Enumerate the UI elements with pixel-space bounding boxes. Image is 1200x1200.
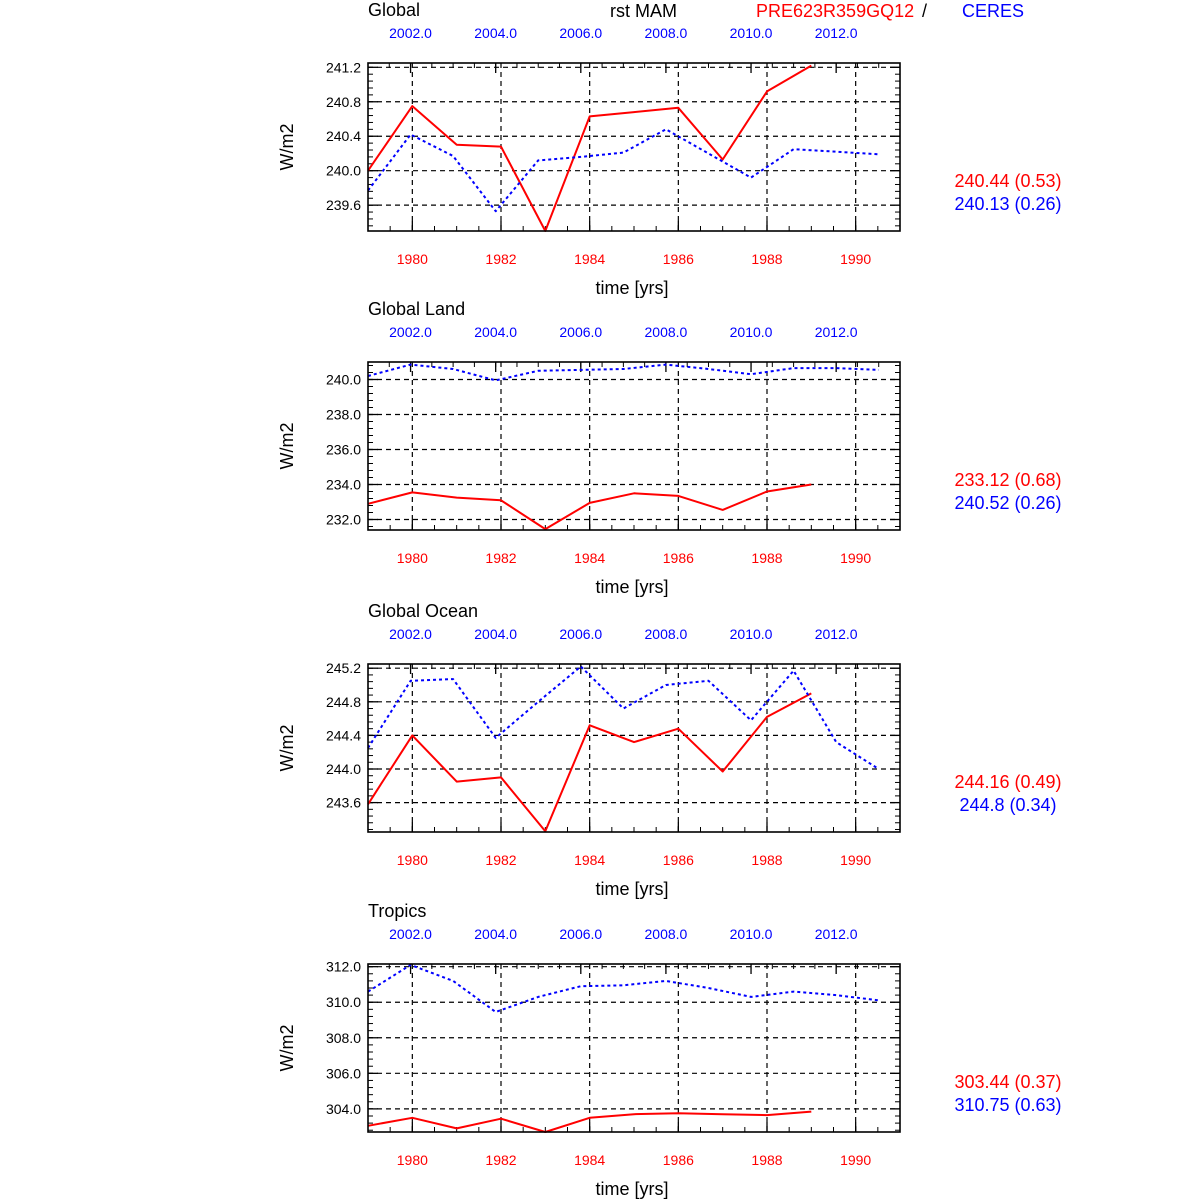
x-tick-label-top: 2006.0 xyxy=(559,926,603,942)
x-tick-label-bottom: 1982 xyxy=(485,251,517,267)
x-tick-label-top: 2002.0 xyxy=(389,324,432,340)
panel-2 xyxy=(277,299,1062,597)
y-tick-label: 240.0 xyxy=(325,371,361,388)
y-tick-label: 232.0 xyxy=(325,511,361,528)
x-tick-label-top: 2012.0 xyxy=(814,926,858,942)
x-tick-label-top: 2004.0 xyxy=(474,626,518,642)
x-tick-label-top: 2010.0 xyxy=(729,926,773,942)
x-tick-label-bottom: 1986 xyxy=(662,251,694,267)
x-tick-label-top: 2002.0 xyxy=(389,25,432,41)
x-tick-label-bottom: 1990 xyxy=(840,550,872,566)
y-axis-title: W/m2 xyxy=(277,422,297,470)
y-tick-label: 312.0 xyxy=(325,958,361,975)
panel-title: Global Ocean xyxy=(368,601,479,621)
y-tick-label: 244.8 xyxy=(325,693,361,710)
x-tick-label-top: 2010.0 xyxy=(729,25,773,41)
x-axis-title: time [yrs] xyxy=(595,278,669,298)
y-tick-label: 241.2 xyxy=(325,59,361,76)
y-tick-label: 240.4 xyxy=(325,128,361,145)
x-tick-label-top: 2006.0 xyxy=(559,25,603,41)
x-tick-label-bottom: 1980 xyxy=(396,1152,428,1168)
plot-frame xyxy=(368,664,900,832)
x-tick-label-top: 2004.0 xyxy=(474,926,518,942)
x-tick-label-bottom: 1988 xyxy=(751,550,783,566)
plot-frame xyxy=(368,964,900,1132)
y-tick-label: 238.0 xyxy=(325,406,361,423)
x-tick-label-top: 2004.0 xyxy=(474,324,518,340)
x-tick-label-bottom: 1986 xyxy=(662,550,694,566)
y-tick-label: 239.6 xyxy=(325,197,361,214)
x-tick-label-top: 2012.0 xyxy=(814,25,858,41)
x-tick-label-top: 2010.0 xyxy=(729,626,773,642)
x-tick-label-bottom: 1984 xyxy=(574,1152,606,1168)
stats-model: 233.12 (0.68) xyxy=(954,470,1062,490)
y-tick-label: 245.2 xyxy=(325,660,361,677)
stats-reference: 310.75 (0.63) xyxy=(954,1095,1062,1115)
y-tick-label: 236.0 xyxy=(325,441,361,458)
x-tick-label-top: 2002.0 xyxy=(389,926,432,942)
y-tick-label: 306.0 xyxy=(325,1065,361,1082)
series-line-reference xyxy=(368,965,879,1012)
panel-1 xyxy=(277,0,1062,298)
x-tick-label-top: 2004.0 xyxy=(474,25,518,41)
plot-frame xyxy=(368,63,900,231)
y-tick-label: 244.4 xyxy=(325,727,361,744)
y-tick-label: 240.0 xyxy=(325,162,361,179)
x-tick-label-bottom: 1984 xyxy=(574,550,606,566)
x-tick-label-top: 2010.0 xyxy=(729,324,773,340)
y-axis-title: W/m2 xyxy=(277,1024,297,1072)
panel-4 xyxy=(277,901,1062,1199)
panel-title: Tropics xyxy=(368,901,427,921)
panel-3 xyxy=(277,601,1062,899)
x-tick-label-bottom: 1980 xyxy=(396,550,428,566)
y-axis-title: W/m2 xyxy=(277,724,297,772)
header-reference-name: CERES xyxy=(962,1,1025,21)
stats-reference: 240.52 (0.26) xyxy=(954,493,1062,513)
x-tick-label-top: 2012.0 xyxy=(814,324,858,340)
y-tick-label: 240.8 xyxy=(325,93,361,110)
x-axis-title: time [yrs] xyxy=(595,577,669,597)
stats-model: 244.16 (0.49) xyxy=(954,772,1062,792)
x-tick-label-bottom: 1986 xyxy=(662,1152,694,1168)
header-separator: / xyxy=(922,1,928,21)
x-tick-label-top: 2006.0 xyxy=(559,324,603,340)
x-tick-label-bottom: 1988 xyxy=(751,1152,783,1168)
panel-title: Global Land xyxy=(368,299,466,319)
x-tick-label-bottom: 1980 xyxy=(396,852,428,868)
y-tick-label: 308.0 xyxy=(325,1029,361,1046)
x-axis-title: time [yrs] xyxy=(595,1179,669,1199)
x-tick-label-top: 2006.0 xyxy=(559,626,603,642)
series-line-reference xyxy=(368,667,879,770)
x-axis-title: time [yrs] xyxy=(595,879,669,899)
y-axis-title: W/m2 xyxy=(277,123,297,171)
x-tick-label-bottom: 1980 xyxy=(396,251,428,267)
x-tick-label-bottom: 1986 xyxy=(662,852,694,868)
x-tick-label-bottom: 1988 xyxy=(751,852,783,868)
header-variable: rst MAM xyxy=(610,1,677,21)
x-tick-label-top: 2008.0 xyxy=(644,25,688,41)
x-tick-label-bottom: 1982 xyxy=(485,1152,517,1168)
panel-title: Global xyxy=(368,0,421,20)
x-tick-label-top: 2008.0 xyxy=(644,926,688,942)
y-tick-label: 234.0 xyxy=(325,476,361,493)
x-tick-label-bottom: 1990 xyxy=(840,852,872,868)
x-tick-label-top: 2002.0 xyxy=(389,626,432,642)
x-tick-label-top: 2012.0 xyxy=(814,626,858,642)
x-tick-label-bottom: 1982 xyxy=(485,550,517,566)
plot-frame xyxy=(368,362,900,530)
x-tick-label-top: 2008.0 xyxy=(644,626,688,642)
stats-reference: 240.13 (0.26) xyxy=(954,194,1062,214)
x-tick-label-bottom: 1984 xyxy=(574,251,606,267)
y-tick-label: 304.0 xyxy=(325,1100,361,1117)
x-tick-label-top: 2008.0 xyxy=(644,324,688,340)
stats-model: 303.44 (0.37) xyxy=(954,1072,1062,1092)
stats-model: 240.44 (0.53) xyxy=(954,171,1062,191)
x-tick-label-bottom: 1982 xyxy=(485,852,517,868)
y-tick-label: 244.0 xyxy=(325,761,361,777)
x-tick-label-bottom: 1990 xyxy=(840,251,872,267)
header-model-name: PRE623R359GQ12 xyxy=(756,1,915,21)
x-tick-label-bottom: 1988 xyxy=(751,251,783,267)
x-tick-label-bottom: 1984 xyxy=(574,852,606,868)
y-tick-label: 243.6 xyxy=(325,794,361,811)
x-tick-label-bottom: 1990 xyxy=(840,1152,872,1168)
y-tick-label: 310.0 xyxy=(325,994,361,1011)
stats-reference: 244.8 (0.34) xyxy=(959,795,1057,815)
